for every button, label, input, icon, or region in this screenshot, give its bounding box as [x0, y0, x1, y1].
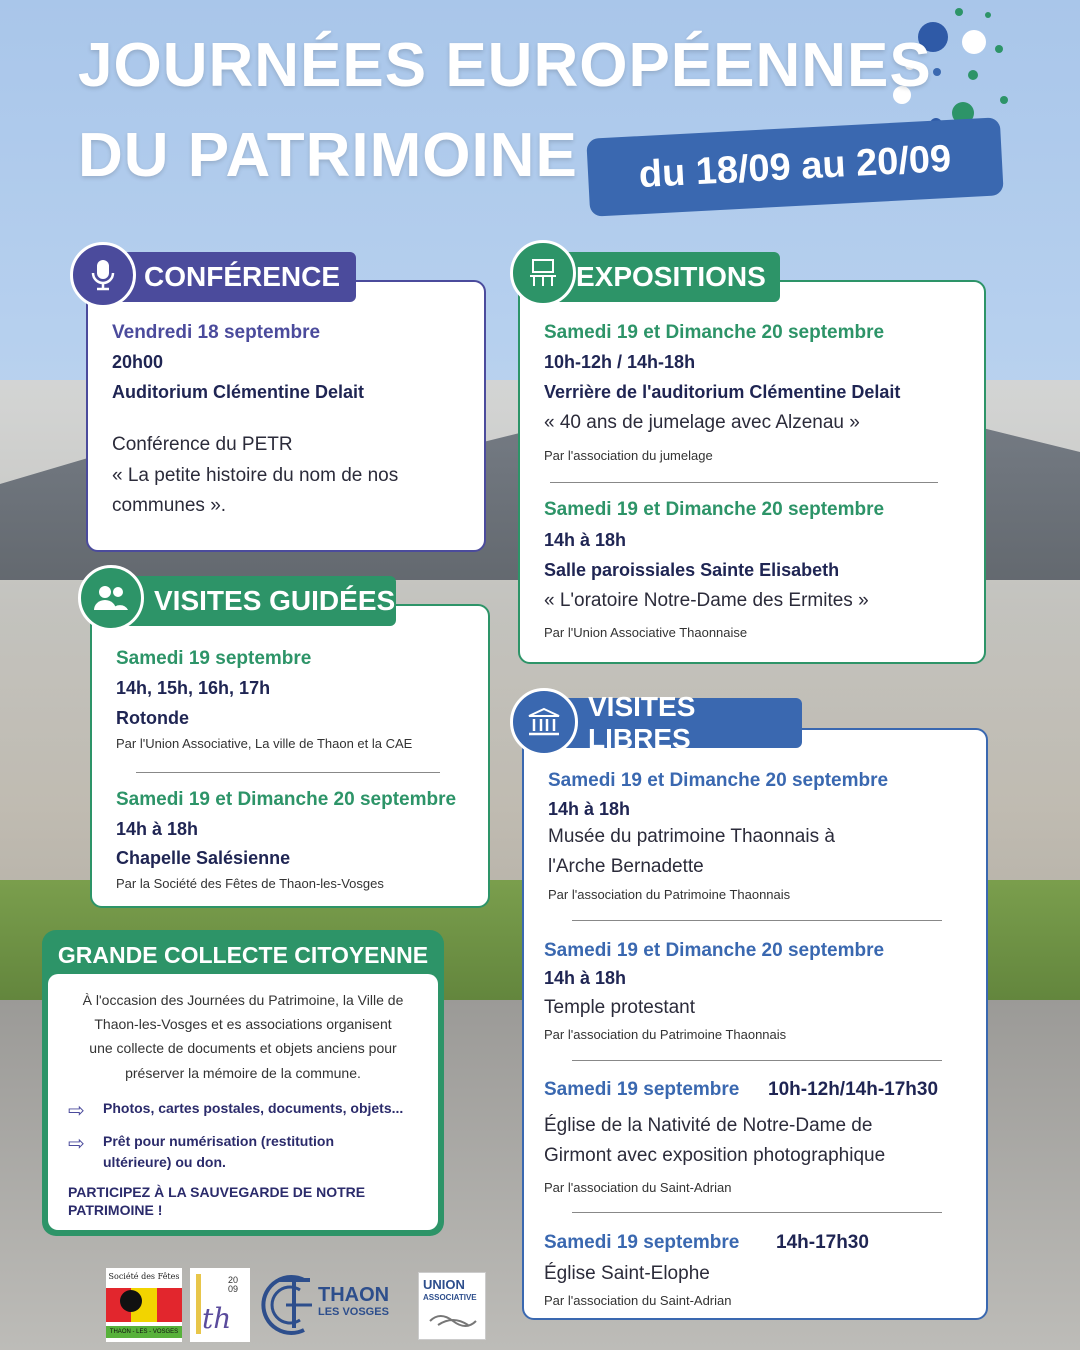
- visite-guidee-1-date: Samedi 19 septembre: [116, 648, 312, 669]
- visite-libre-1-by: Par l'association du Patrimoine Thaonnais: [548, 887, 791, 902]
- visite-libre-3-line2: Girmont avec exposition photographique: [544, 1145, 886, 1166]
- union-associative-logo: [418, 1272, 486, 1340]
- divider: [572, 1060, 942, 1061]
- decorative-dot: [955, 8, 963, 16]
- visites-guidees-card: [90, 604, 490, 908]
- collecte-card: [42, 930, 444, 1236]
- exposition-1-date: Samedi 19 et Dimanche 20 septembre: [544, 322, 885, 343]
- collecte-text-4: préserver la mémoire de la commune.: [125, 1065, 361, 1081]
- visite-guidee-2-date: Samedi 19 et Dimanche 20 septembre: [116, 789, 457, 810]
- conference-line2: « La petite histoire du nom de nos: [112, 465, 399, 486]
- thaon-logo-subtitle: LES VOSGES: [318, 1306, 389, 1318]
- collecte-text-1: À l'occasion des Journées du Patrimoine, la Ville de: [82, 992, 404, 1008]
- collecte-cta-2: PATRIMOINE !: [68, 1202, 163, 1218]
- union-logo-name: UNION: [423, 1277, 465, 1292]
- collecte-cta-1: PARTICIPEZ À LA SAUVEGARDE DE NOTRE: [68, 1184, 366, 1200]
- collecte-bullet-2b: ultérieure) ou don.: [103, 1154, 226, 1170]
- exposition-2-title: « L'oratoire Notre-Dame des Ermites »: [544, 590, 869, 611]
- visite-libre-2-date: Samedi 19 et Dimanche 20 septembre: [544, 940, 885, 961]
- thaon-logo-name: THAON: [318, 1284, 390, 1306]
- visite-libre-2-time: 14h à 18h: [544, 968, 627, 988]
- exposition-1-place: Verrière de l'auditorium Clémentine Delait: [544, 382, 901, 402]
- visite-libre-1-time: 14h à 18h: [548, 799, 631, 819]
- poster-title-line1: JOURNÉES EUROPÉENNES: [78, 31, 932, 100]
- divider: [572, 920, 942, 921]
- collecte-text-3: une collecte de documents et objets anciens pour: [89, 1040, 397, 1056]
- visite-guidee-2-place: Chapelle Salésienne: [116, 848, 291, 868]
- divider: [550, 482, 938, 483]
- collecte-text-2: Thaon-les-Vosges et es associations organisent: [94, 1016, 392, 1032]
- collecte-heading: GRANDE COLLECTE CITOYENNE: [57, 942, 429, 968]
- exposition-2-by: Par l'Union Associative Thaonnaise: [544, 625, 748, 640]
- th-logo-year: 2009: [228, 1275, 239, 1294]
- expositions-card: [518, 280, 986, 664]
- union-logo-subtitle: ASSOCIATIVE: [423, 1293, 477, 1302]
- decorative-dot: [985, 12, 991, 18]
- visite-guidee-1-time: 14h, 15h, 16h, 17h: [116, 678, 271, 698]
- visites-guidees-heading: [110, 576, 396, 626]
- societe-des-fetes-logo-bottom: THAON - LES - VOSGES: [106, 1326, 182, 1338]
- poster-title-line2: DU PATRIMOINE: [78, 121, 578, 190]
- visites-libres-card: [522, 728, 988, 1320]
- decorative-dot: [933, 68, 941, 76]
- visite-libre-4-line1: Église Saint-Elophe: [544, 1263, 710, 1284]
- conference-line3: communes ».: [112, 495, 227, 516]
- collecte-bullet-2a: Prêt pour numérisation (restitution: [103, 1133, 335, 1149]
- museum-icon: [510, 688, 578, 756]
- visite-libre-1-date: Samedi 19 et Dimanche 20 septembre: [548, 770, 889, 791]
- date-range-badge: du 18/09 au 20/09: [586, 117, 1004, 217]
- visite-guidee-1-place: Rotonde: [116, 708, 189, 728]
- visite-libre-1-line2: l'Arche Bernadette: [548, 856, 704, 877]
- decorative-dot: [995, 45, 1003, 53]
- conference-place: Auditorium Clémentine Delait: [112, 382, 365, 402]
- visite-libre-2-by: Par l'association du Patrimoine Thaonnais: [544, 1027, 787, 1042]
- exposition-2-time: 14h à 18h: [544, 530, 627, 550]
- conference-line1: Conférence du PETR: [112, 434, 293, 455]
- exposition-2-date: Samedi 19 et Dimanche 20 septembre: [544, 499, 885, 520]
- divider: [572, 1212, 942, 1213]
- visite-libre-2-line1: Temple protestant: [544, 997, 696, 1018]
- arrow-right-icon: ⇨: [68, 1133, 85, 1155]
- conference-time: 20h00: [112, 352, 164, 372]
- visite-libre-3-by: Par l'association du Saint-Adrian: [544, 1180, 732, 1195]
- exposition-1-title: « 40 ans de jumelage avec Alzenau »: [544, 412, 860, 433]
- divider: [136, 772, 440, 773]
- conference-heading-label: CONFÉRENCE: [144, 261, 341, 292]
- visite-libre-3-time: 10h-12h/14h-17h30: [768, 1079, 939, 1100]
- expositions-heading: [546, 252, 780, 302]
- visite-libre-4-by: Par l'association du Saint-Adrian: [544, 1293, 732, 1308]
- collecte-bullet-1: Photos, cartes postales, documents, objets...: [103, 1100, 404, 1116]
- decorative-dot: [962, 30, 986, 54]
- visites-guidees-heading-label: VISITES GUIDÉES: [154, 585, 396, 616]
- exhibition-icon: [510, 240, 576, 306]
- th-logo-letters: th: [202, 1302, 232, 1335]
- visite-libre-4-time: 14h-17h30: [776, 1232, 869, 1253]
- microphone-icon: [70, 242, 136, 308]
- exposition-1-time: 10h-12h / 14h-18h: [544, 352, 696, 372]
- visite-guidee-2-by: Par la Société des Fêtes de Thaon-les-Vosges: [116, 876, 384, 891]
- thaon-les-vosges-logo: [256, 1268, 406, 1342]
- visite-libre-3-line1: Église de la Nativité de Notre-Dame de: [544, 1115, 873, 1136]
- visite-libre-1-line1: Musée du patrimoine Thaonnais à: [548, 826, 835, 847]
- th-2009-logo: [190, 1268, 250, 1342]
- visite-libre-3-date: Samedi 19 septembre: [544, 1079, 740, 1100]
- societe-des-fetes-logo: [106, 1268, 182, 1342]
- visites-libres-heading-label: VISITES LIBRES: [588, 691, 696, 754]
- conference-date: Vendredi 18 septembre: [112, 322, 321, 343]
- arrow-right-icon: ⇨: [68, 1100, 85, 1122]
- visite-guidee-1-by: Par l'Union Associative, La ville de Thaon et la CAE: [116, 736, 413, 751]
- decorative-dot: [968, 70, 978, 80]
- conference-card: [86, 280, 486, 552]
- people-icon: [78, 565, 144, 631]
- exposition-2-place: Salle paroissiales Sainte Elisabeth: [544, 560, 840, 580]
- societe-des-fetes-logo-top: Société des Fêtes: [108, 1272, 180, 1281]
- visite-libre-4-date: Samedi 19 septembre: [544, 1232, 740, 1253]
- expositions-heading-label: EXPOSITIONS: [576, 261, 766, 292]
- visite-guidee-2-time: 14h à 18h: [116, 819, 199, 839]
- exposition-1-by: Par l'association du jumelage: [544, 448, 713, 463]
- visites-libres-heading: [556, 691, 802, 754]
- decorative-dot: [1000, 96, 1008, 104]
- conference-heading: [100, 252, 356, 302]
